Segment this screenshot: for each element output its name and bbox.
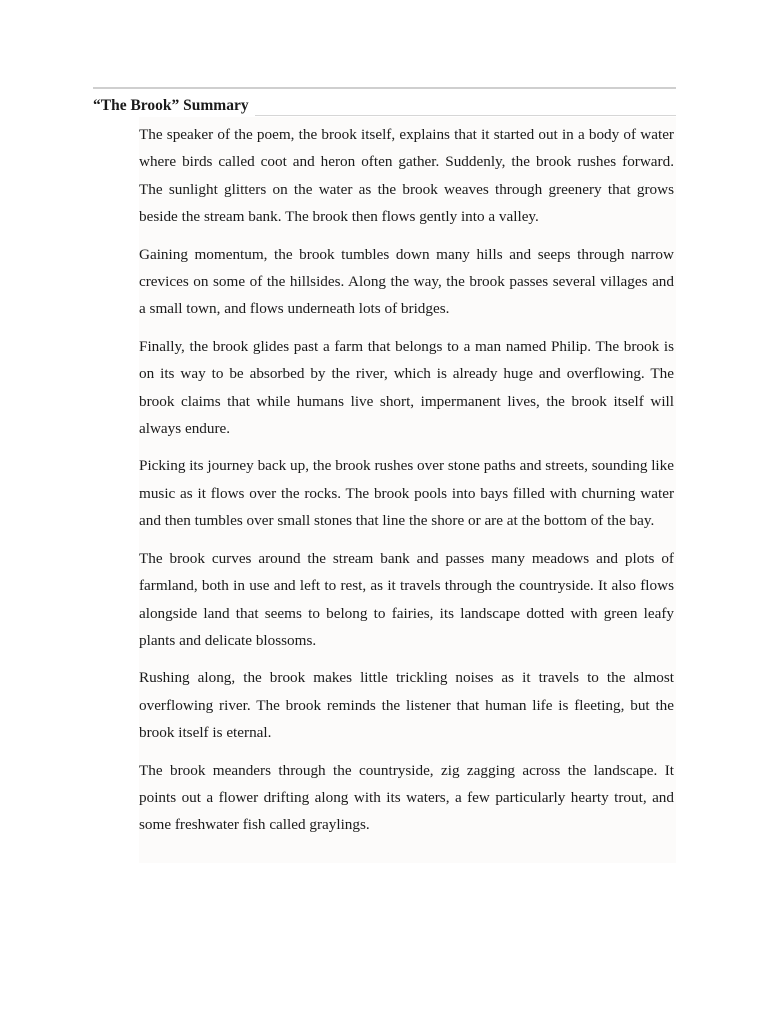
paragraph-4: Picking its journey back up, the brook rushes over stone paths and streets, sounding like music as it flows over the rocks. The brook pools into bays filled with churning water and then tumbles over small stones that line the shore or are at the bottom of the bay.	[139, 457, 674, 530]
paragraph-5: The brook curves around the stream bank and passes many meadows and plots of farmland, both in use and left to rest, as it travels through the countryside. It also flows alongside land that seems to belong to fairies, its landscape dotted with green leafy plants and delicate blossoms.	[139, 549, 674, 649]
header-divider	[93, 87, 676, 89]
title-underline	[255, 115, 676, 116]
paragraph-1: The speaker of the poem, the brook itself, explains that it started out in a body of water where birds called coot and heron often gather. Suddenly, the brook rushes forward. The sunlight glitters on the water as the brook weaves through greenery that grows beside the stream bank. The brook then flows gently into a valley.	[139, 126, 674, 226]
paragraph-3: Finally, the brook glides past a farm that belongs to a man named Philip. The brook is on its way to be absorbed by the river, which is already huge and overflowing. The brook claims that while humans live short, impermanent lives, the brook itself will always endure.	[139, 337, 674, 438]
paragraph-7: The brook meanders through the countryside, zig zagging across the landscape. It points out a flower drifting along with its waters, a few particularly hearty trout, and some freshwater fish called graylings.	[139, 761, 674, 834]
page-title: “The Brook” Summary	[93, 97, 249, 114]
paragraph-2: Gaining momentum, the brook tumbles down many hills and seeps through narrow crevices on some of the hillsides. Along the way, the brook passes several villages and a small town, and flows underneath lots of bridges.	[139, 245, 674, 318]
paragraph-6: Rushing along, the brook makes little trickling noises as it travels to the almost overflowing river. The brook reminds the listener that human life is fleeting, but the brook itself is eternal.	[139, 669, 674, 742]
summary-body	[139, 117, 676, 863]
